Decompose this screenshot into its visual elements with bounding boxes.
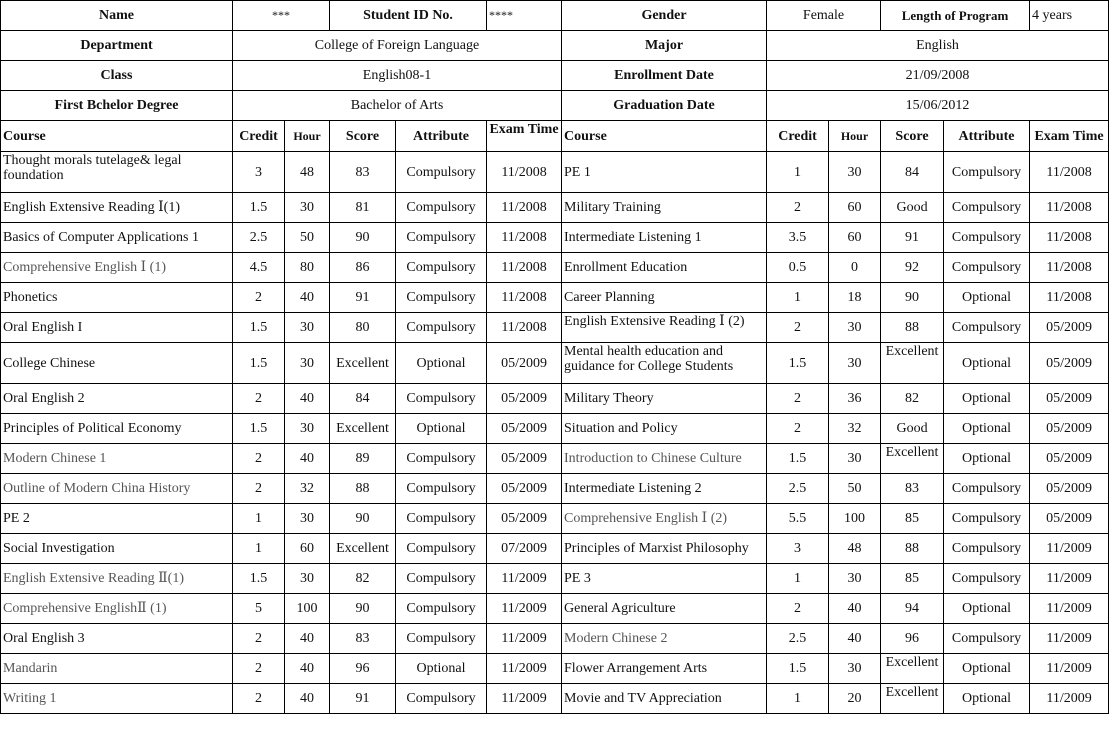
left-attribute-cell: Compulsory: [396, 152, 487, 193]
left-score-cell: Excellent: [330, 343, 396, 384]
left-course-cell: English Extensive Reading Ⅱ(1): [1, 564, 233, 594]
right-course-cell: Introduction to Chinese Culture: [562, 444, 767, 474]
left-credit-cell: 2: [233, 283, 285, 313]
right-score-cell: 85: [881, 504, 944, 534]
right-score-cell: [881, 343, 944, 384]
left-attribute-cell: Compulsory: [396, 534, 487, 564]
right-attribute-cell: Compulsory: [944, 474, 1030, 504]
left-score-cell: 91: [330, 684, 396, 714]
left-course-cell: Modern Chinese 1: [1, 444, 233, 474]
left-exam-cell: 05/2009: [487, 384, 562, 414]
right-attribute-cell: Optional: [944, 283, 1030, 313]
left-hour-cell: 40: [285, 684, 330, 714]
left-course-cell: [1, 152, 233, 193]
right-course-text: Mental health education and guidance for College Students: [564, 344, 734, 374]
department-label: Department: [1, 31, 233, 61]
info-row-degree: [1, 91, 1109, 121]
left-credit-cell: 1.5: [233, 193, 285, 223]
left-score-cell: 82: [330, 564, 396, 594]
right-score-cell: 88: [881, 313, 944, 343]
right-score-cell: [881, 444, 944, 474]
left-score-cell: 90: [330, 594, 396, 624]
left-hour-cell: 30: [285, 504, 330, 534]
left-attribute-cell: Optional: [396, 654, 487, 684]
right-hour-cell: 60: [829, 223, 881, 253]
left-course-cell: Mandarin: [1, 654, 233, 684]
right-hour-cell: 36: [829, 384, 881, 414]
left-credit-cell: 3: [233, 152, 285, 193]
right-score-cell: 82: [881, 384, 944, 414]
left-course-cell: Writing 1: [1, 684, 233, 714]
left-attribute-cell: Compulsory: [396, 384, 487, 414]
left-score-cell: 90: [330, 223, 396, 253]
right-score-cell: [881, 684, 944, 714]
left-hour-cell: 30: [285, 564, 330, 594]
right-course-cell: Intermediate Listening 2: [562, 474, 767, 504]
table-row: [1, 654, 1109, 684]
left-score-cell: Excellent: [330, 534, 396, 564]
col-course-right: Course: [562, 121, 767, 152]
right-exam-cell: 11/2008: [1030, 152, 1109, 193]
table-row: [1, 193, 1109, 223]
right-attribute-cell: Compulsory: [944, 534, 1030, 564]
right-credit-cell: 5.5: [767, 504, 829, 534]
left-hour-cell: 50: [285, 223, 330, 253]
right-attribute-cell: Compulsory: [944, 313, 1030, 343]
left-attribute-cell: Compulsory: [396, 444, 487, 474]
right-hour-cell: 30: [829, 343, 881, 384]
right-score-cell: Good: [881, 414, 944, 444]
left-exam-cell: 11/2009: [487, 564, 562, 594]
right-exam-cell: 05/2009: [1030, 384, 1109, 414]
left-credit-cell: 2: [233, 384, 285, 414]
left-course-cell: Basics of Computer Applications 1: [1, 223, 233, 253]
right-score-text: Excellent: [885, 685, 939, 700]
left-course-cell: College Chinese: [1, 343, 233, 384]
table-row: [1, 384, 1109, 414]
right-score-cell: [881, 654, 944, 684]
right-score-text: Excellent: [885, 655, 939, 670]
right-exam-cell: 11/2008: [1030, 223, 1109, 253]
right-course-cell: [562, 313, 767, 343]
class-value: English08-1: [233, 61, 562, 91]
left-course-cell: Oral English 3: [1, 624, 233, 654]
left-score-cell: 84: [330, 384, 396, 414]
left-hour-cell: 40: [285, 283, 330, 313]
left-hour-cell: 30: [285, 313, 330, 343]
left-course-cell: Principles of Political Economy: [1, 414, 233, 444]
name-value: ***: [233, 1, 330, 31]
right-hour-cell: 30: [829, 654, 881, 684]
left-score-cell: 96: [330, 654, 396, 684]
left-exam-cell: 05/2009: [487, 444, 562, 474]
right-credit-cell: 0.5: [767, 253, 829, 283]
left-score-cell: 80: [330, 313, 396, 343]
left-attribute-cell: Optional: [396, 414, 487, 444]
left-score-cell: 90: [330, 504, 396, 534]
class-label: Class: [1, 61, 233, 91]
right-score-cell: 94: [881, 594, 944, 624]
left-attribute-cell: Compulsory: [396, 624, 487, 654]
right-course-cell: Military Theory: [562, 384, 767, 414]
column-header-row: [1, 121, 1109, 152]
right-hour-cell: 100: [829, 504, 881, 534]
left-hour-cell: 60: [285, 534, 330, 564]
right-attribute-cell: Optional: [944, 444, 1030, 474]
col-exam-time-left-text: Exam Time: [489, 122, 559, 137]
left-attribute-cell: Compulsory: [396, 684, 487, 714]
enrollment-value: 21/09/2008: [767, 61, 1109, 91]
course-rows: [1, 152, 1109, 714]
degree-label: First Bchelor Degree: [1, 91, 233, 121]
right-credit-cell: 1: [767, 152, 829, 193]
table-row: [1, 253, 1109, 283]
left-exam-cell: 05/2009: [487, 414, 562, 444]
col-score-left: Score: [330, 121, 396, 152]
right-course-cell: Situation and Policy: [562, 414, 767, 444]
right-credit-cell: 1: [767, 564, 829, 594]
right-course-cell: General Agriculture: [562, 594, 767, 624]
right-attribute-cell: Compulsory: [944, 564, 1030, 594]
right-credit-cell: 2: [767, 193, 829, 223]
left-attribute-cell: Compulsory: [396, 594, 487, 624]
left-credit-cell: 2: [233, 444, 285, 474]
right-credit-cell: 1.5: [767, 343, 829, 384]
right-course-cell: Career Planning: [562, 283, 767, 313]
right-attribute-cell: Compulsory: [944, 223, 1030, 253]
right-credit-cell: 1: [767, 684, 829, 714]
right-credit-cell: 3: [767, 534, 829, 564]
right-credit-cell: 2.5: [767, 624, 829, 654]
col-exam-time-left: [487, 121, 562, 152]
right-course-cell: Principles of Marxist Philosophy: [562, 534, 767, 564]
table-row: [1, 414, 1109, 444]
left-exam-cell: 11/2008: [487, 193, 562, 223]
col-attribute-left: Attribute: [396, 121, 487, 152]
table-row: [1, 624, 1109, 654]
left-exam-cell: 11/2008: [487, 313, 562, 343]
left-score-cell: 83: [330, 624, 396, 654]
student-id-value: ****: [487, 1, 562, 31]
left-credit-cell: 4.5: [233, 253, 285, 283]
right-attribute-cell: Optional: [944, 594, 1030, 624]
left-credit-cell: 2: [233, 624, 285, 654]
left-exam-cell: 11/2008: [487, 223, 562, 253]
left-exam-cell: 11/2009: [487, 654, 562, 684]
right-score-text: Excellent: [885, 344, 939, 359]
right-hour-cell: 30: [829, 152, 881, 193]
right-credit-cell: 2: [767, 384, 829, 414]
left-credit-cell: 5: [233, 594, 285, 624]
right-score-cell: 92: [881, 253, 944, 283]
table-row: [1, 152, 1109, 193]
right-exam-cell: 11/2008: [1030, 283, 1109, 313]
length-label: Length of Program: [881, 1, 1030, 31]
right-score-cell: 88: [881, 534, 944, 564]
left-hour-cell: 40: [285, 654, 330, 684]
right-attribute-cell: Compulsory: [944, 253, 1030, 283]
gender-label: Gender: [562, 1, 767, 31]
right-exam-cell: 05/2009: [1030, 474, 1109, 504]
left-exam-cell: 05/2009: [487, 474, 562, 504]
right-credit-cell: 2: [767, 313, 829, 343]
right-attribute-cell: Optional: [944, 343, 1030, 384]
right-course-cell: Comprehensive English Ⅰ (2): [562, 504, 767, 534]
left-hour-cell: 100: [285, 594, 330, 624]
right-exam-cell: 11/2009: [1030, 684, 1109, 714]
right-score-cell: 84: [881, 152, 944, 193]
left-hour-cell: 32: [285, 474, 330, 504]
right-course-cell: PE 1: [562, 152, 767, 193]
left-attribute-cell: Compulsory: [396, 474, 487, 504]
right-exam-cell: 11/2008: [1030, 193, 1109, 223]
table-row: [1, 474, 1109, 504]
name-label: Name: [1, 1, 233, 31]
col-attribute-right: Attribute: [944, 121, 1030, 152]
left-score-cell: 81: [330, 193, 396, 223]
info-row-class: [1, 61, 1109, 91]
right-score-cell: 91: [881, 223, 944, 253]
left-exam-cell: 11/2008: [487, 253, 562, 283]
right-hour-cell: 32: [829, 414, 881, 444]
right-course-cell: Intermediate Listening 1: [562, 223, 767, 253]
col-score-right: Score: [881, 121, 944, 152]
right-credit-cell: 2: [767, 414, 829, 444]
right-score-cell: 83: [881, 474, 944, 504]
right-hour-cell: 60: [829, 193, 881, 223]
left-hour-cell: 30: [285, 193, 330, 223]
left-course-cell: Outline of Modern China History: [1, 474, 233, 504]
left-credit-cell: 1: [233, 534, 285, 564]
table-row: [1, 283, 1109, 313]
right-exam-cell: 11/2009: [1030, 654, 1109, 684]
right-score-text: Excellent: [885, 445, 939, 460]
table-row: [1, 223, 1109, 253]
left-course-cell: Comprehensive English Ⅰ (1): [1, 253, 233, 283]
right-credit-cell: 2: [767, 594, 829, 624]
left-attribute-cell: Optional: [396, 343, 487, 384]
right-attribute-cell: Compulsory: [944, 624, 1030, 654]
left-score-cell: 89: [330, 444, 396, 474]
left-credit-cell: 2: [233, 474, 285, 504]
right-attribute-cell: Compulsory: [944, 504, 1030, 534]
table-row: [1, 594, 1109, 624]
right-exam-cell: 05/2009: [1030, 444, 1109, 474]
left-hour-cell: 40: [285, 444, 330, 474]
right-exam-cell: 05/2009: [1030, 313, 1109, 343]
left-attribute-cell: Compulsory: [396, 313, 487, 343]
right-exam-cell: 05/2009: [1030, 504, 1109, 534]
right-hour-cell: 30: [829, 444, 881, 474]
right-attribute-cell: Optional: [944, 684, 1030, 714]
right-exam-cell: 11/2009: [1030, 594, 1109, 624]
right-course-cell: [562, 343, 767, 384]
left-hour-cell: 30: [285, 414, 330, 444]
left-hour-cell: 80: [285, 253, 330, 283]
right-score-cell: 90: [881, 283, 944, 313]
right-hour-cell: 50: [829, 474, 881, 504]
left-course-cell: Comprehensive EnglishⅡ (1): [1, 594, 233, 624]
right-credit-cell: 2.5: [767, 474, 829, 504]
left-attribute-cell: Compulsory: [396, 253, 487, 283]
left-score-cell: 83: [330, 152, 396, 193]
right-hour-cell: 18: [829, 283, 881, 313]
table-row: [1, 534, 1109, 564]
right-hour-cell: 0: [829, 253, 881, 283]
left-hour-cell: 30: [285, 343, 330, 384]
left-hour-cell: 40: [285, 624, 330, 654]
left-credit-cell: 2: [233, 684, 285, 714]
left-credit-cell: 1.5: [233, 414, 285, 444]
right-hour-cell: 20: [829, 684, 881, 714]
left-exam-cell: 07/2009: [487, 534, 562, 564]
left-exam-cell: 11/2009: [487, 594, 562, 624]
right-score-cell: 96: [881, 624, 944, 654]
table-row: [1, 684, 1109, 714]
right-course-cell: Modern Chinese 2: [562, 624, 767, 654]
left-credit-cell: 1.5: [233, 564, 285, 594]
right-course-text: English Extensive Reading Ⅰ (2): [564, 314, 745, 329]
left-course-cell: Social Investigation: [1, 534, 233, 564]
left-exam-cell: 05/2009: [487, 504, 562, 534]
left-exam-cell: 05/2009: [487, 343, 562, 384]
right-course-cell: PE 3: [562, 564, 767, 594]
left-course-cell: Oral English I: [1, 313, 233, 343]
info-row-department: [1, 31, 1109, 61]
left-exam-cell: 11/2009: [487, 684, 562, 714]
right-hour-cell: 48: [829, 534, 881, 564]
left-credit-cell: 1: [233, 504, 285, 534]
left-exam-cell: 11/2008: [487, 283, 562, 313]
left-exam-cell: 11/2009: [487, 624, 562, 654]
table-row: [1, 343, 1109, 384]
right-attribute-cell: Compulsory: [944, 152, 1030, 193]
table-row: [1, 444, 1109, 474]
right-hour-cell: 40: [829, 594, 881, 624]
table-row: [1, 564, 1109, 594]
right-hour-cell: 30: [829, 564, 881, 594]
left-exam-cell: 11/2008: [487, 152, 562, 193]
col-hour-left: Hour: [285, 121, 330, 152]
left-hour-cell: 40: [285, 384, 330, 414]
left-score-cell: 91: [330, 283, 396, 313]
left-attribute-cell: Compulsory: [396, 223, 487, 253]
right-credit-cell: 1: [767, 283, 829, 313]
left-course-cell: PE 2: [1, 504, 233, 534]
left-course-cell: English Extensive Reading Ⅰ(1): [1, 193, 233, 223]
right-exam-cell: 11/2009: [1030, 564, 1109, 594]
left-attribute-cell: Compulsory: [396, 564, 487, 594]
left-course-cell: Phonetics: [1, 283, 233, 313]
left-attribute-cell: Compulsory: [396, 283, 487, 313]
col-hour-right: Hour: [829, 121, 881, 152]
left-credit-cell: 2.5: [233, 223, 285, 253]
left-score-cell: Excellent: [330, 414, 396, 444]
col-course-left: Course: [1, 121, 233, 152]
department-value: College of Foreign Language: [233, 31, 562, 61]
left-hour-cell: 48: [285, 152, 330, 193]
right-credit-cell: 3.5: [767, 223, 829, 253]
left-attribute-cell: Compulsory: [396, 193, 487, 223]
right-exam-cell: 11/2008: [1030, 253, 1109, 283]
info-row-name: [1, 1, 1109, 31]
right-attribute-cell: Optional: [944, 654, 1030, 684]
major-value: English: [767, 31, 1109, 61]
left-course-text: Thought morals tutelage& legal foundation: [3, 153, 182, 183]
graduation-value: 15/06/2012: [767, 91, 1109, 121]
major-label: Major: [562, 31, 767, 61]
left-score-cell: 88: [330, 474, 396, 504]
table-row: [1, 504, 1109, 534]
right-exam-cell: 05/2009: [1030, 343, 1109, 384]
left-credit-cell: 1.5: [233, 343, 285, 384]
left-credit-cell: 1.5: [233, 313, 285, 343]
right-exam-cell: 11/2009: [1030, 534, 1109, 564]
col-credit-left: Credit: [233, 121, 285, 152]
right-course-cell: Enrollment Education: [562, 253, 767, 283]
right-score-cell: Good: [881, 193, 944, 223]
left-score-cell: 86: [330, 253, 396, 283]
right-credit-cell: 1.5: [767, 654, 829, 684]
left-credit-cell: 2: [233, 654, 285, 684]
right-hour-cell: 40: [829, 624, 881, 654]
gender-value: Female: [767, 1, 881, 31]
col-exam-time-right: Exam Time: [1030, 121, 1109, 152]
left-attribute-cell: Compulsory: [396, 504, 487, 534]
right-credit-cell: 1.5: [767, 444, 829, 474]
right-exam-cell: 05/2009: [1030, 414, 1109, 444]
right-exam-cell: 11/2009: [1030, 624, 1109, 654]
enrollment-label: Enrollment Date: [562, 61, 767, 91]
left-course-cell: Oral English 2: [1, 384, 233, 414]
right-score-cell: 85: [881, 564, 944, 594]
graduation-label: Graduation Date: [562, 91, 767, 121]
right-course-cell: Military Training: [562, 193, 767, 223]
right-attribute-cell: Compulsory: [944, 193, 1030, 223]
student-id-label: Student ID No.: [330, 1, 487, 31]
col-credit-right: Credit: [767, 121, 829, 152]
right-attribute-cell: Optional: [944, 414, 1030, 444]
degree-value: Bachelor of Arts: [233, 91, 562, 121]
length-value: 4 years: [1030, 1, 1109, 31]
right-hour-cell: 30: [829, 313, 881, 343]
table-row: [1, 313, 1109, 343]
right-attribute-cell: Optional: [944, 384, 1030, 414]
right-course-cell: Movie and TV Appreciation: [562, 684, 767, 714]
right-course-cell: Flower Arrangement Arts: [562, 654, 767, 684]
